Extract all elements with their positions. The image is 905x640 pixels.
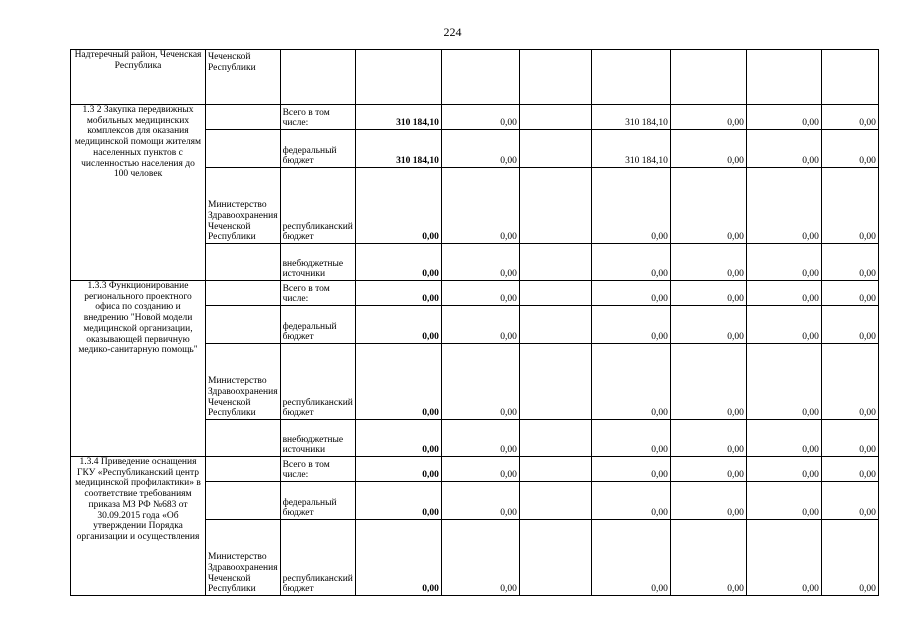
- amount-c4: 0,00: [591, 457, 670, 482]
- funding-source: Всего в том числе:: [280, 281, 355, 306]
- amount-c7: 0,00: [821, 420, 878, 457]
- org-cell: [206, 306, 281, 344]
- org-name: Министерство Здравоохранения Чеченской Республики: [206, 168, 281, 244]
- funding-source: внебюджетные источники: [280, 420, 355, 457]
- amount-c5: 0,00: [670, 281, 746, 306]
- amount-c6: 0,00: [746, 244, 821, 281]
- amount-c4: 0,00: [591, 520, 670, 596]
- amount-c2: 0,00: [441, 130, 519, 168]
- funding-source: Всего в том числе:: [280, 105, 355, 130]
- budget-table: [70, 49, 879, 596]
- amount-c7: 0,00: [821, 482, 878, 520]
- amount-c1: 310 184,10: [355, 130, 441, 168]
- amount-c3: [519, 105, 591, 130]
- amount-c7: 0,00: [821, 344, 878, 420]
- amount-c1: 0,00: [355, 168, 441, 244]
- org-cell: [206, 281, 281, 306]
- funding-source: республиканский бюджет: [280, 168, 355, 244]
- amount-c2: 0,00: [441, 105, 519, 130]
- event-name: 1.3 2 Закупка передвижных мобильных медицинских комплексов для оказания медицинской помощи жителям населенных пунктов с численностью населения до 100 человек: [71, 105, 206, 281]
- carry-org: Чеченской Республики: [206, 50, 281, 105]
- amount-c4: 310 184,10: [591, 130, 670, 168]
- amount-c7: 0,00: [821, 168, 878, 244]
- amount-c3: [519, 244, 591, 281]
- funding-source: Всего в том числе:: [280, 457, 355, 482]
- amount-c7: 0,00: [821, 105, 878, 130]
- amount-c5: 0,00: [670, 130, 746, 168]
- amount-c3: [519, 420, 591, 457]
- funding-source: федеральный бюджет: [280, 130, 355, 168]
- amount-c6: 0,00: [746, 520, 821, 596]
- funding-source: республиканский бюджет: [280, 520, 355, 596]
- amount-c7: 0,00: [821, 244, 878, 281]
- org-cell: [206, 420, 281, 457]
- amount-c6: 0,00: [746, 168, 821, 244]
- amount-c2: 0,00: [441, 420, 519, 457]
- amount-c7: 0,00: [821, 457, 878, 482]
- amount-c3: [519, 520, 591, 596]
- amount-c4: 0,00: [591, 306, 670, 344]
- amount-c5: 0,00: [670, 244, 746, 281]
- amount-c3: [519, 130, 591, 168]
- amount-c5: 0,00: [670, 457, 746, 482]
- amount-c4: 0,00: [591, 344, 670, 420]
- amount-c3: [519, 457, 591, 482]
- amount-c7: 0,00: [821, 520, 878, 596]
- amount-c5: 0,00: [670, 306, 746, 344]
- amount-c1: 0,00: [355, 306, 441, 344]
- amount-c5: 0,00: [670, 420, 746, 457]
- amount-c1: 0,00: [355, 344, 441, 420]
- amount-c2: 0,00: [441, 482, 519, 520]
- amount-c6: 0,00: [746, 482, 821, 520]
- table-row: [71, 105, 879, 130]
- amount-c5: 0,00: [670, 482, 746, 520]
- funding-source: федеральный бюджет: [280, 306, 355, 344]
- amount-c4: 310 184,10: [591, 105, 670, 130]
- amount-c1: 310 184,10: [355, 105, 441, 130]
- amount-c3: [519, 281, 591, 306]
- carry-row: [71, 50, 879, 105]
- amount-c2: 0,00: [441, 168, 519, 244]
- amount-c4: 0,00: [591, 244, 670, 281]
- amount-c6: 0,00: [746, 344, 821, 420]
- table-row: [71, 457, 879, 482]
- amount-c5: 0,00: [670, 520, 746, 596]
- amount-c1: 0,00: [355, 482, 441, 520]
- amount-c6: 0,00: [746, 306, 821, 344]
- amount-c2: 0,00: [441, 306, 519, 344]
- amount-c3: [519, 306, 591, 344]
- amount-c7: 0,00: [821, 306, 878, 344]
- amount-c2: 0,00: [441, 281, 519, 306]
- event-name: 1.3.4 Приведение оснащения ГКУ «Республиканский центр медицинской профилактики» в соответствие требованиям приказа МЗ РФ №683 от 30.09.2015 года «Об утверждении Порядка организации и осуществления: [71, 457, 206, 596]
- org-cell: [206, 105, 281, 130]
- amount-c2: 0,00: [441, 344, 519, 420]
- amount-c1: 0,00: [355, 420, 441, 457]
- amount-c2: 0,00: [441, 520, 519, 596]
- amount-c4: 0,00: [591, 482, 670, 520]
- amount-c6: 0,00: [746, 420, 821, 457]
- amount-c5: 0,00: [670, 168, 746, 244]
- amount-c1: 0,00: [355, 244, 441, 281]
- amount-c3: [519, 344, 591, 420]
- amount-c4: 0,00: [591, 420, 670, 457]
- funding-source: внебюджетные источники: [280, 244, 355, 281]
- amount-c6: 0,00: [746, 457, 821, 482]
- amount-c5: 0,00: [670, 344, 746, 420]
- amount-c1: 0,00: [355, 520, 441, 596]
- funding-source: республиканский бюджет: [280, 344, 355, 420]
- org-cell: [206, 130, 281, 168]
- amount-c5: 0,00: [670, 105, 746, 130]
- amount-c6: 0,00: [746, 281, 821, 306]
- amount-c4: 0,00: [591, 168, 670, 244]
- amount-c1: 0,00: [355, 457, 441, 482]
- amount-c7: 0,00: [821, 281, 878, 306]
- org-cell: [206, 482, 281, 520]
- amount-c6: 0,00: [746, 130, 821, 168]
- amount-c3: [519, 482, 591, 520]
- table-row: [71, 281, 879, 306]
- org-cell: [206, 244, 281, 281]
- page-number: 224: [443, 25, 462, 39]
- amount-c1: 0,00: [355, 281, 441, 306]
- amount-c2: 0,00: [441, 457, 519, 482]
- amount-c2: 0,00: [441, 244, 519, 281]
- funding-source: федеральный бюджет: [280, 482, 355, 520]
- org-name: Министерство Здравоохранения Чеченской Республики: [206, 344, 281, 420]
- org-cell: [206, 457, 281, 482]
- event-name: 1.3.3 Функционирование регионального проектного офиса по созданию и внедрению "Новой модели медицинской организации, оказывающей первичную медико-санитарную помощь": [71, 281, 206, 457]
- amount-c4: 0,00: [591, 281, 670, 306]
- amount-c3: [519, 168, 591, 244]
- amount-c7: 0,00: [821, 130, 878, 168]
- org-name: Министерство Здравоохранения Чеченской Республики: [206, 520, 281, 596]
- carry-name: Надтеречный район, Чеченская Республика: [71, 50, 206, 105]
- amount-c6: 0,00: [746, 105, 821, 130]
